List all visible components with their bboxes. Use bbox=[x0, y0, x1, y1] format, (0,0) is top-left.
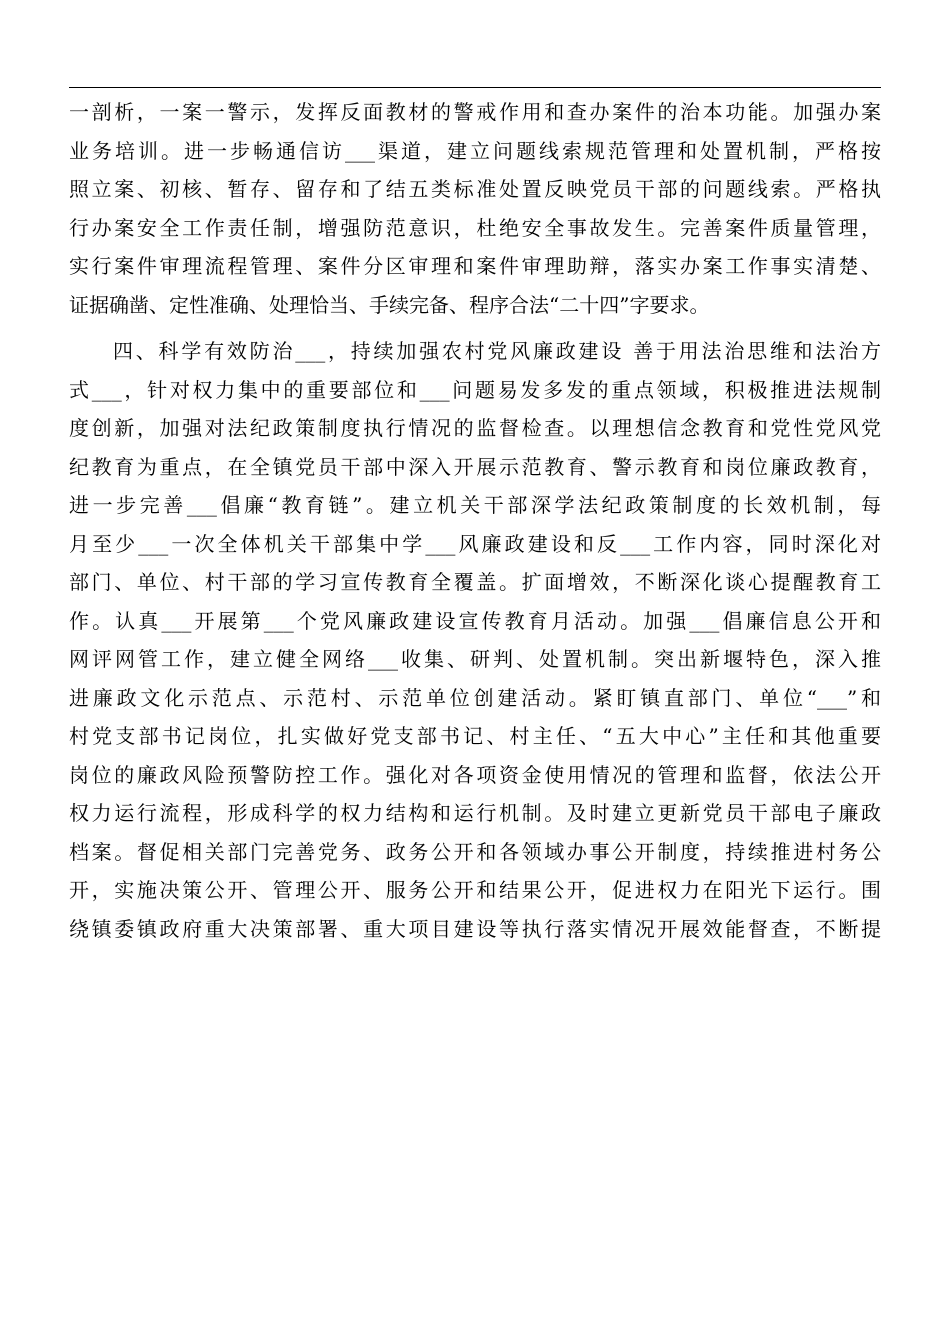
paragraph-case-handling bbox=[69, 93, 881, 324]
text-line: 进一步完善___倡廉“教育链”。建立机关干部深学法纪政策制度的长效机制，每 bbox=[69, 493, 881, 517]
text-line: 网评网管工作，建立健全网络___收集、研判、处置机制。突出新堰特色，深入推 bbox=[69, 647, 881, 671]
text-line: 村党支部书记岗位，扎实做好党支部书记、村主任、“五大中心”主任和其他重要 bbox=[69, 724, 881, 748]
text-line: 部门、单位、村干部的学习宣传教育全覆盖。扩面增效，不断深化谈心提醒教育工 bbox=[69, 570, 881, 594]
text-line: 开，实施决策公开、管理公开、服务公开和结果公开，促进权力在阳光下运行。围 bbox=[69, 878, 881, 902]
text-line: 度创新，加强对法纪政策制度执行情况的监督检查。以理想信念教育和党性党风党 bbox=[69, 416, 881, 440]
paragraph-gap bbox=[69, 324, 881, 332]
text-line: 照立案、初核、暂存、留存和了结五类标准处置反映党员干部的问题线索。严格执 bbox=[69, 177, 881, 201]
text-line: 业务培训。进一步畅通信访___渠道，建立问题线索规范管理和处置机制，严格按 bbox=[69, 138, 881, 163]
text-line: 一剖析，一案一警示，发挥反面教材的警戒作用和查办案件的治本功能。加强办案 bbox=[69, 100, 881, 124]
text-line: 纪教育为重点，在全镇党员干部中深入开展示范教育、警示教育和岗位廉政教育， bbox=[69, 454, 881, 479]
text-line: 行办案安全工作责任制，增强防范意识，杜绝安全事故发生。完善案件质量管理， bbox=[69, 215, 881, 240]
header-rule bbox=[69, 87, 881, 88]
text-line: 绕镇委镇政府重大决策部署、重大项目建设等执行落实情况开展效能督查，不断提 bbox=[69, 916, 881, 941]
paragraph-section-four bbox=[69, 332, 881, 948]
text-line: 进廉政文化示范点、示范村、示范单位创建活动。紧盯镇直部门、单位“___”和 bbox=[69, 685, 881, 710]
text-line: 式___，针对权力集中的重要部位和___问题易发多发的重点领域，积极推进法规制 bbox=[69, 377, 881, 402]
text-line: 权力运行流程，形成科学的权力结构和运行机制。及时建立更新党员干部电子廉政 bbox=[69, 801, 881, 825]
text-line: 证据确凿、定性准确、处理恰当、手续完备、程序合法“二十四”字要求。 bbox=[69, 292, 710, 317]
text-line: 实行案件审理流程管理、案件分区审理和案件审理助辩，落实办案工作事实清楚、 bbox=[69, 254, 881, 278]
text-line: 档案。督促相关部门完善党务、政务公开和各领域办事公开制度，持续推进村务公 bbox=[69, 839, 881, 864]
text-line: 月至少___一次全体机关干部集中学___风廉政建设和反___工作内容，同时深化对 bbox=[69, 531, 881, 556]
document-body bbox=[69, 93, 881, 948]
text-line: 作。认真___开展第___个党风廉政建设宣传教育月活动。加强___倡廉信息公开和 bbox=[69, 608, 881, 633]
text-line: 岗位的廉政风险预警防控工作。强化对各项资金使用情况的管理和监督，依法公开 bbox=[69, 762, 881, 787]
text-line: 四、科学有效防治___，持续加强农村党风廉政建设 善于用法治思维和法治方 bbox=[113, 339, 881, 363]
